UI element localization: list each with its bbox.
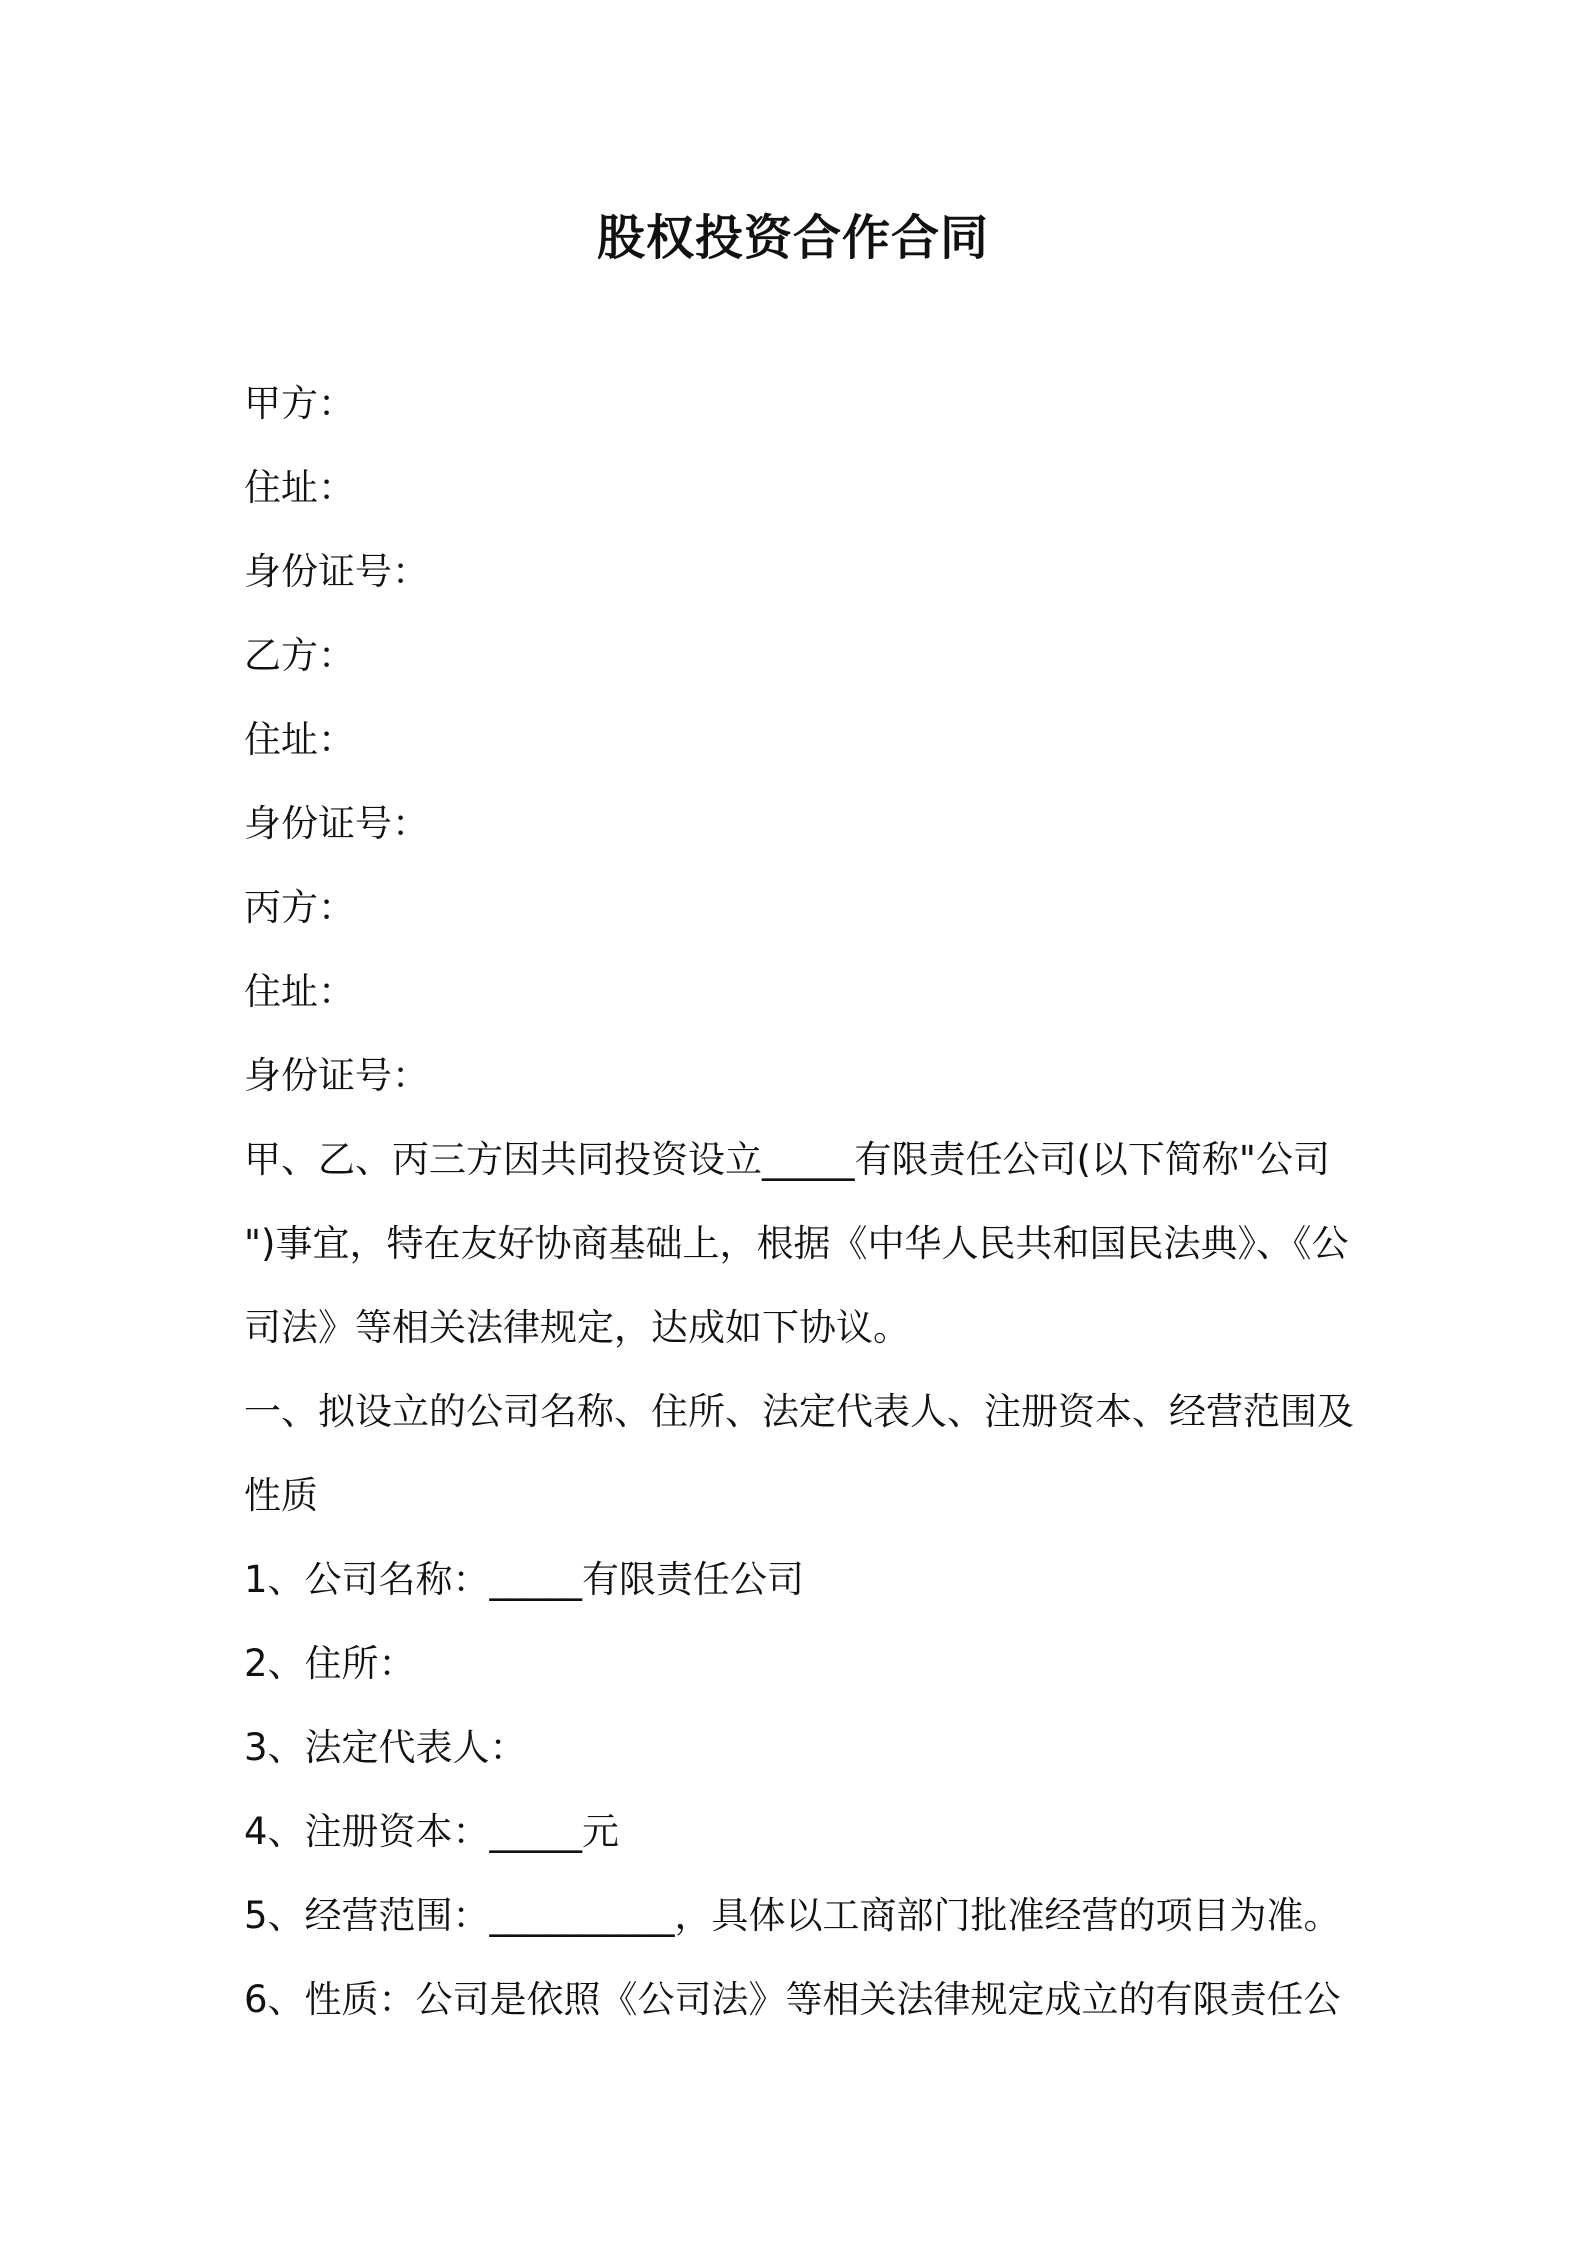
party-c-label: 丙方： <box>244 886 355 929</box>
section-1-heading-line-2: 性质 <box>244 1474 318 1517</box>
party-b-id-number: 身份证号： <box>244 802 429 845</box>
clause-registered-capital: 4、注册资本：_____元 <box>244 1810 620 1853</box>
party-c-id-number: 身份证号： <box>244 1054 429 1097</box>
party-a-id-number: 身份证号： <box>244 550 429 593</box>
party-b-label: 乙方： <box>244 634 355 677</box>
party-a-label: 甲方： <box>244 382 355 425</box>
preamble-line-1: 甲、乙、丙三方因共同投资设立_____有限责任公司(以下简称"公司 <box>244 1138 1330 1181</box>
clause-business-scope: 5、经营范围：__________，具体以工商部门批准经营的项目为准。 <box>244 1894 1341 1937</box>
document-title: 股权投资合作合同 <box>596 210 989 266</box>
clause-legal-representative: 3、法定代表人： <box>244 1726 527 1769</box>
clause-nature: 6、性质：公司是依照《公司法》等相关法律规定成立的有限责任公 <box>244 1978 1341 2021</box>
party-a-address: 住址： <box>244 466 355 509</box>
clause-domicile: 2、住所： <box>244 1642 416 1685</box>
document-body <box>244 362 1354 2042</box>
party-c-address: 住址： <box>244 970 355 1013</box>
clause-company-name: 1、公司名称：_____有限责任公司 <box>244 1558 805 1601</box>
preamble-line-3: 司法》等相关法律规定，达成如下协议。 <box>244 1306 910 1349</box>
preamble-line-2: ")事宜，特在友好协商基础上，根据《中华人民共和国民法典》、《公 <box>244 1222 1349 1265</box>
section-1-heading-line-1: 一、拟设立的公司名称、住所、法定代表人、注册资本、经营范围及 <box>244 1390 1354 1433</box>
party-b-address: 住址： <box>244 718 355 761</box>
